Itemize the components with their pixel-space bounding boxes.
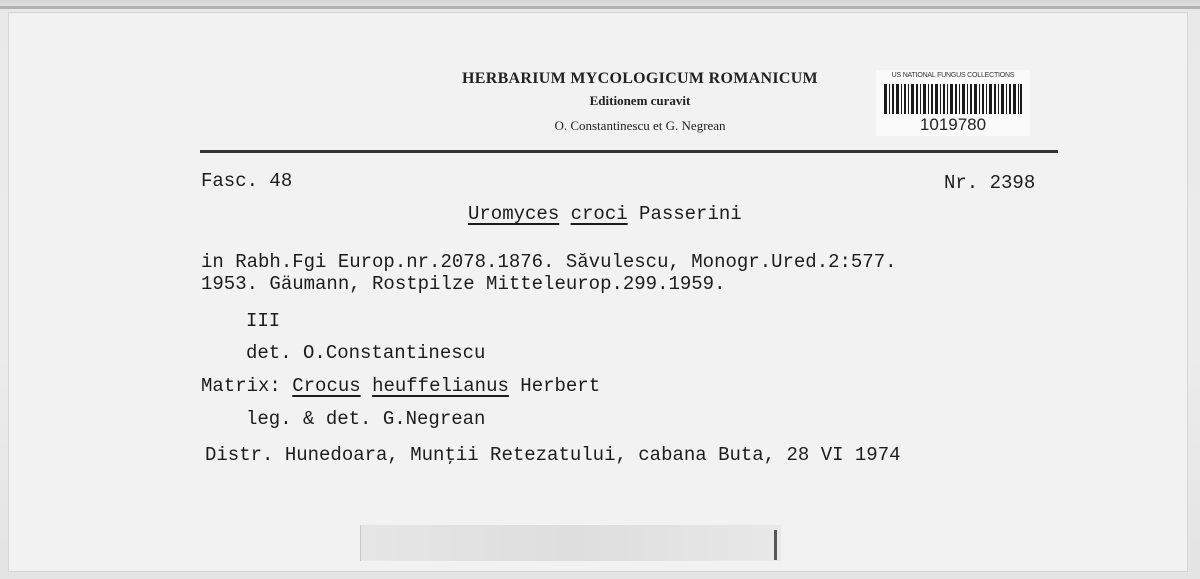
paper-top-edge xyxy=(0,6,1200,9)
header-divider xyxy=(200,150,1058,153)
barcode-label xyxy=(876,70,1030,136)
barcode-number: 1019780 xyxy=(919,115,987,134)
bottom-mark xyxy=(774,530,777,560)
species-name xyxy=(468,203,742,225)
herbarium-editors: O. Constantinescu et G. Negrean xyxy=(554,118,726,133)
determiner: det. O.Constantinescu xyxy=(246,342,486,364)
matrix-label: Matrix: xyxy=(201,375,281,397)
barcode-caption: US NATIONAL FUNGUS COLLECTIONS xyxy=(891,72,1015,79)
specimen-number: Nr. 2398 xyxy=(944,172,1036,194)
species-epithet: croci xyxy=(570,203,628,225)
host-epithet: heuffelianus xyxy=(372,375,509,397)
herbarium-title: HERBARIUM MYCOLOGICUM ROMANICUM xyxy=(462,70,818,87)
herbarium-subtitle: Editionem curavit xyxy=(589,93,691,108)
species-author: Passerini xyxy=(639,203,742,225)
matrix-line xyxy=(201,375,600,397)
reference-line: 1953. Gäumann, Rostpilze Mitteleurop.299.1959. xyxy=(201,273,726,295)
fascicle-number: Fasc. 48 xyxy=(201,170,293,192)
locality: Distr. Hunedoara, Munţii Retezatului, cabana Buta, 28 VI 1974 xyxy=(205,444,901,466)
bottom-paper-strip xyxy=(360,525,781,561)
reference-line: in Rabh.Fgi Europ.nr.2078.1876. Săvulescu, Monogr.Ured.2:577. xyxy=(201,251,897,273)
host-author: Herbert xyxy=(520,375,601,397)
barcode-icon xyxy=(884,84,1022,114)
collector: leg. & det. G.Negrean xyxy=(246,408,486,430)
spore-stage: III xyxy=(246,310,281,332)
species-genus: Uromyces xyxy=(468,203,560,225)
host-genus: Crocus xyxy=(292,375,361,397)
